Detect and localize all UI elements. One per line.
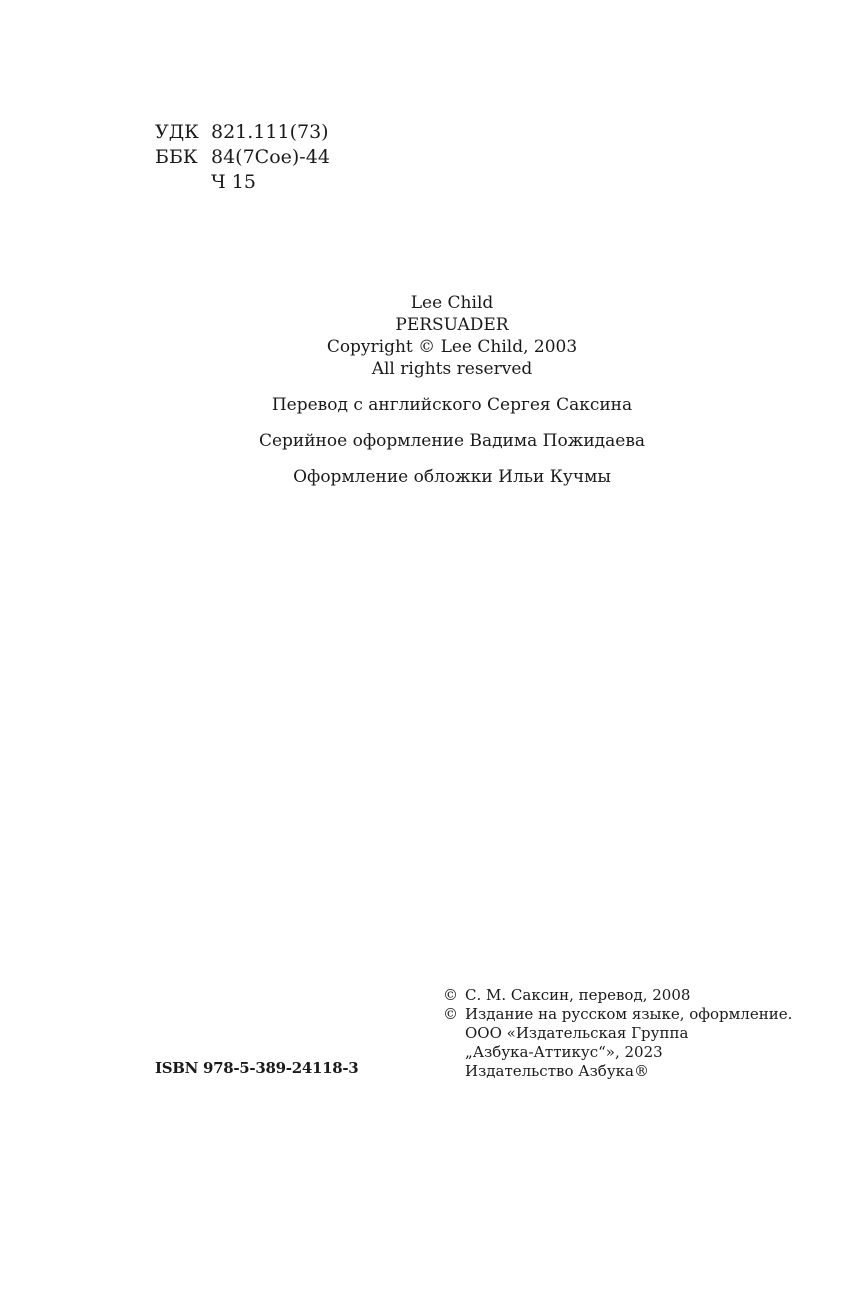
edition-copyright-line1: Издание на русском языке, оформление. [465,1005,793,1023]
bbk-row [155,145,330,170]
classification-block [155,120,330,195]
original-title: PERSUADER [395,315,509,335]
edition-copyright-line3: „Азбука-Аттикус“», 2023 [465,1043,663,1061]
udk-value: 821.111(73) [211,121,329,143]
original-author: Lee Child [410,293,494,313]
cover-design-credit: Оформление обложки Ильи Кучмы [293,467,611,487]
author-mark-row [155,170,330,195]
isbn: ISBN 978-5-389-24118-3 [155,1059,359,1077]
series-design-credit: Серийное оформление Вадима Пожидаева [258,431,646,451]
edition-copyright-line2: ООО «Издательская Группа [465,1024,689,1042]
udk-row [155,120,330,145]
credits-block [0,292,856,488]
udk-label: УДК [155,121,199,143]
copyright-symbol: © [443,1005,458,1023]
translation-copyright [443,986,792,1005]
edition-copyright-line4: Издательство Азбука® [465,1062,649,1080]
copyright-block [443,986,792,1081]
original-copyright: Copyright © Lee Child, 2003 [326,337,578,357]
edition-copyright [443,1005,792,1024]
author-mark: Ч 15 [211,171,256,193]
translation-copyright-text: С. М. Саксин, перевод, 2008 [465,986,691,1004]
copyright-symbol: © [443,986,458,1004]
bbk-label: ББК [155,146,198,168]
translation-credit: Перевод с английского Сергея Саксина [271,395,633,415]
bbk-value: 84(7Сое)-44 [211,146,330,168]
rights-reserved: All rights reserved [371,359,533,379]
